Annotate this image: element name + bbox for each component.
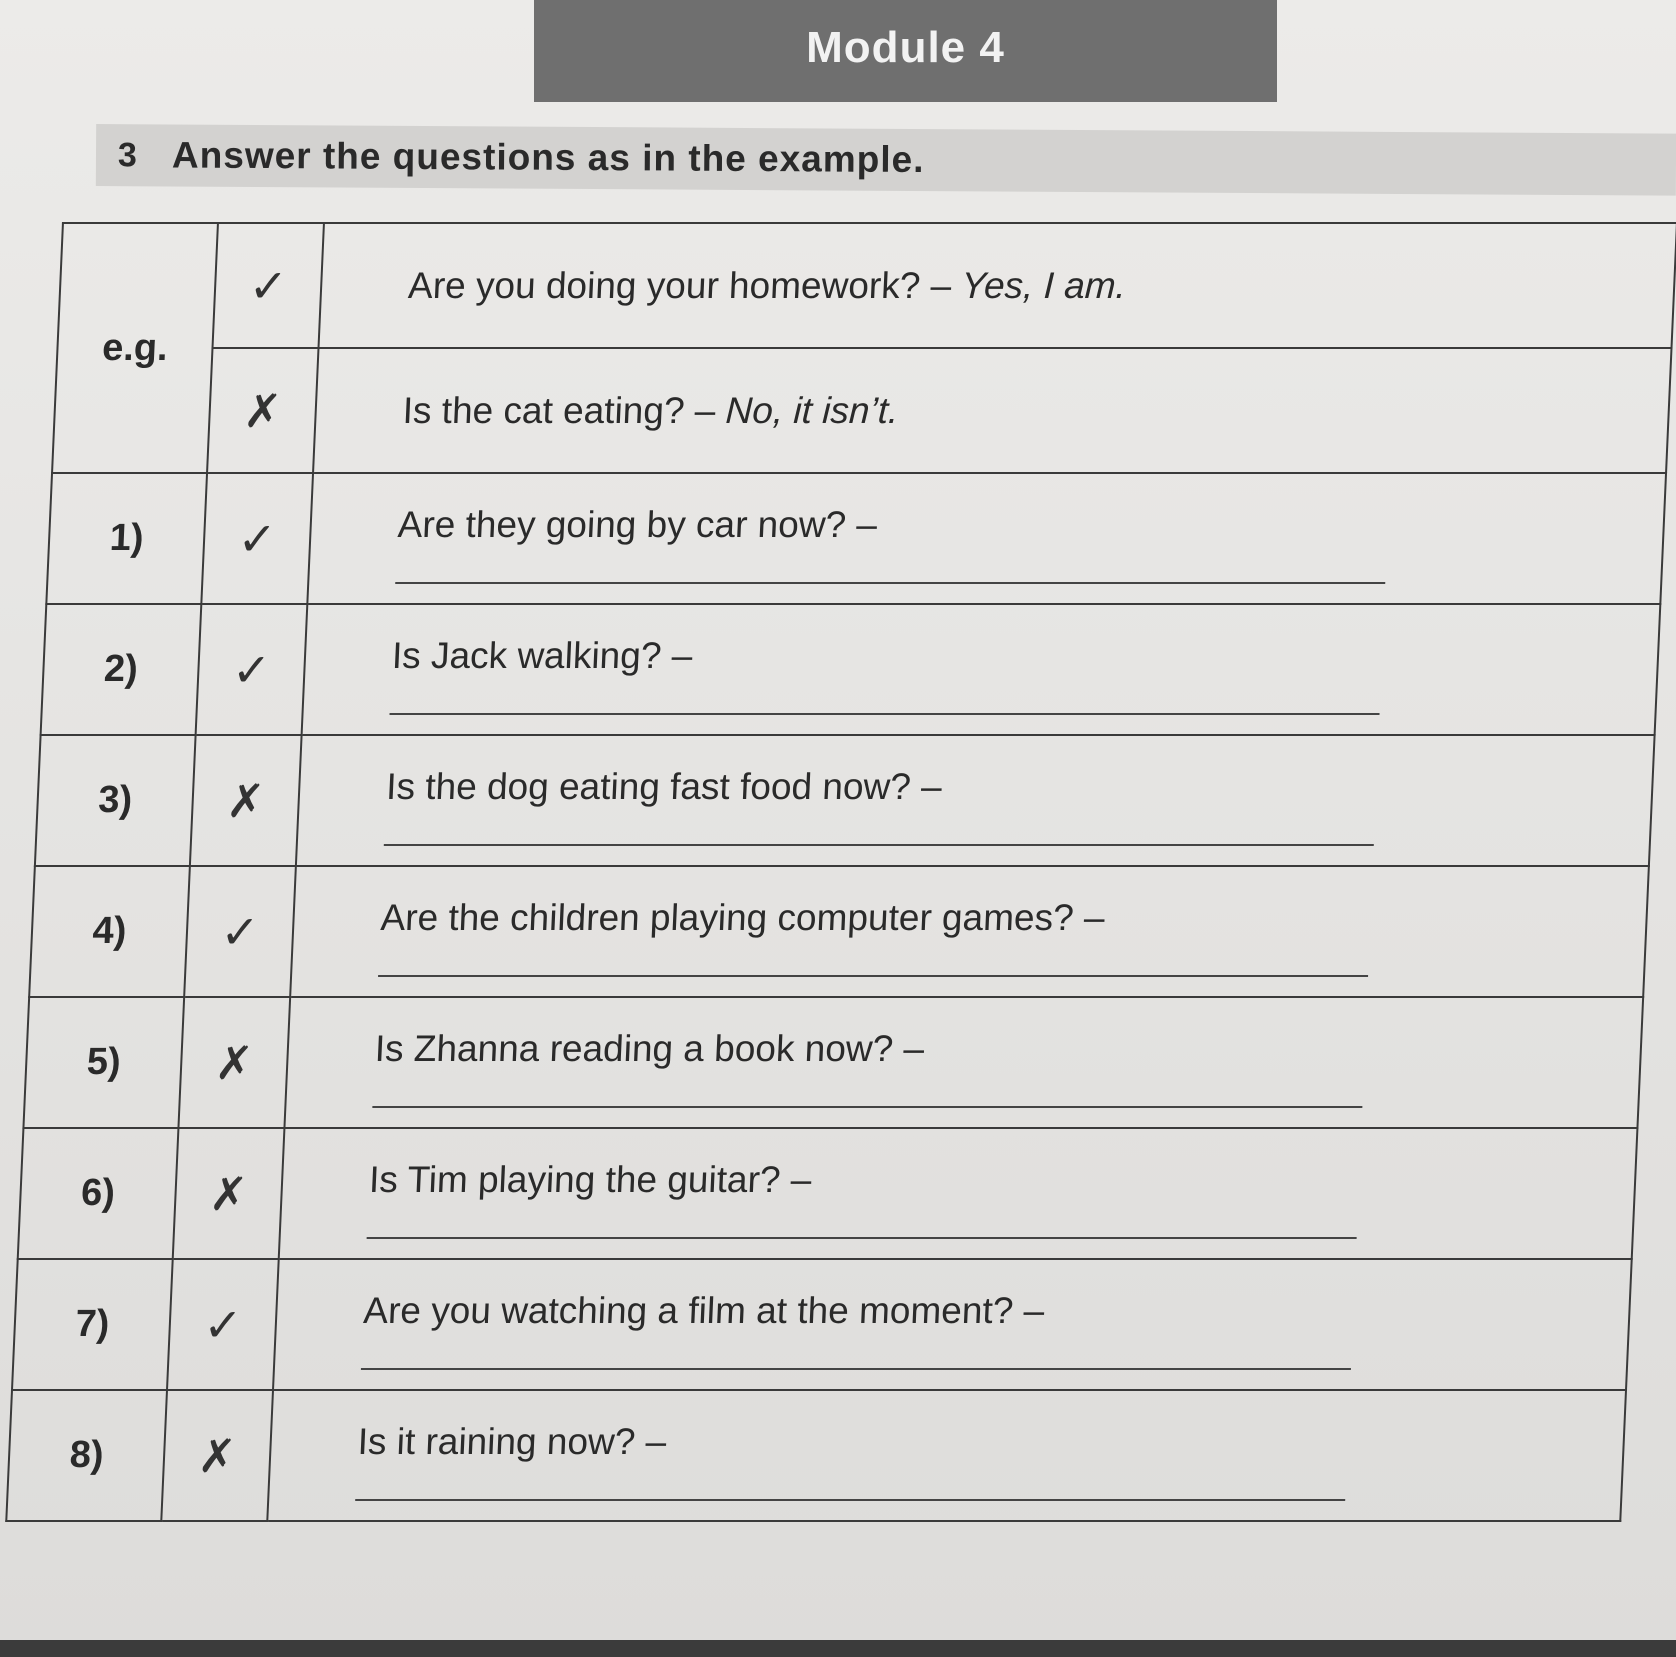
example-question-cell <box>318 223 1676 348</box>
example-row <box>52 348 1671 473</box>
question-cell <box>307 473 1666 604</box>
cross-mark-icon: ✗ <box>173 1128 285 1259</box>
task-instruction: Answer the questions as in the example. <box>171 134 925 181</box>
answer-blank-line[interactable] <box>384 844 1374 846</box>
item-number: 6) <box>18 1128 179 1259</box>
question-text: Are they going by car now? – <box>396 503 878 545</box>
cross-mark-icon: ✗ <box>207 348 318 473</box>
question-cell <box>279 1128 1638 1259</box>
question-text: Are you watching a film at the moment? – <box>362 1289 1046 1331</box>
item-number: 2) <box>41 604 202 735</box>
example-row <box>57 223 1676 348</box>
next-section-strip <box>0 1640 1676 1657</box>
cross-mark-icon: ✗ <box>178 997 290 1128</box>
example-label: e.g. <box>52 223 218 473</box>
question-text: Is the dog eating fast food now? – <box>385 765 943 807</box>
question-cell <box>296 735 1655 866</box>
exercise-row-3 <box>35 735 1655 866</box>
question-text: Is Tim playing the guitar? – <box>368 1158 813 1200</box>
module-title: Module 4 <box>806 23 1005 72</box>
question-text: Is Jack walking? – <box>391 634 694 676</box>
example-answer: No, it isn’t. <box>724 389 900 431</box>
item-number: 5) <box>23 997 184 1128</box>
exercise-row-5 <box>23 997 1643 1128</box>
item-number: 1) <box>46 473 207 604</box>
question-cell <box>302 604 1661 735</box>
example-answer: Yes, I am. <box>960 264 1127 306</box>
example-question-cell <box>313 348 1671 473</box>
exercise-table-wrapper <box>2 222 1676 1602</box>
item-number: 8) <box>6 1390 167 1521</box>
exercise-table <box>5 222 1676 1522</box>
exercise-row-6 <box>18 1128 1638 1259</box>
check-mark-icon: ✓ <box>184 866 296 997</box>
task-number: 3 <box>117 135 138 174</box>
check-mark-icon: ✓ <box>167 1259 279 1390</box>
answer-blank-line[interactable] <box>372 1106 1362 1108</box>
check-mark-icon: ✓ <box>196 604 308 735</box>
task-instruction-bar <box>96 124 1676 196</box>
example-question: Are you doing your homework? – <box>407 264 953 306</box>
cross-mark-icon: ✗ <box>190 735 302 866</box>
answer-blank-line[interactable] <box>355 1499 1345 1501</box>
question-cell <box>284 997 1643 1128</box>
item-number: 7) <box>12 1259 173 1390</box>
exercise-row-2 <box>41 604 1661 735</box>
question-text: Is Zhanna reading a book now? – <box>374 1027 926 1069</box>
answer-blank-line[interactable] <box>378 975 1368 977</box>
answer-blank-line[interactable] <box>395 582 1385 584</box>
cross-mark-icon: ✗ <box>161 1390 273 1521</box>
exercise-row-8 <box>6 1390 1626 1521</box>
answer-blank-line[interactable] <box>389 713 1379 715</box>
exercise-row-1 <box>46 473 1666 604</box>
exercise-row-4 <box>29 866 1649 997</box>
example-question: Is the cat eating? – <box>401 389 717 431</box>
question-cell <box>273 1259 1632 1390</box>
item-number: 3) <box>35 735 196 866</box>
check-mark-icon: ✓ <box>201 473 313 604</box>
check-mark-icon: ✓ <box>212 223 323 348</box>
answer-blank-line[interactable] <box>367 1237 1357 1239</box>
item-number: 4) <box>29 866 190 997</box>
exercise-row-7 <box>12 1259 1632 1390</box>
question-text: Are the children playing computer games? – <box>379 896 1106 938</box>
answer-blank-line[interactable] <box>361 1368 1351 1370</box>
module-header <box>534 0 1277 102</box>
question-text: Is it raining now? – <box>356 1420 668 1462</box>
question-cell <box>267 1390 1626 1521</box>
question-cell <box>290 866 1649 997</box>
